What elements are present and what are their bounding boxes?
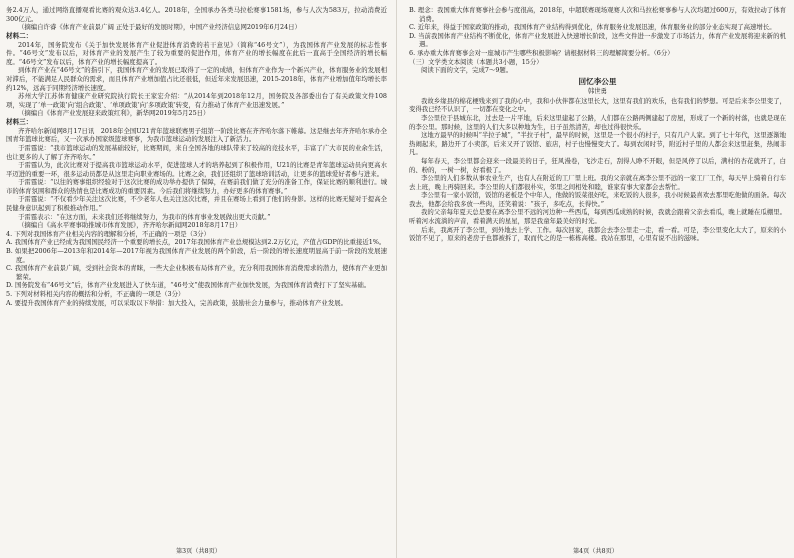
question-6-stem: 6. 承办重大体育赛事会对一座城市产生哪些积极影响？请根据材料三的理解简要分析。（6分） [409,48,674,57]
article-paragraph: 我故乡缘县的棉花梗残来到了我的心中，我和小伙伴都在这里长大，这里有我们的欢乐，也有我们的梦想。可是后来李公里变了，变得我已经不认识了，一切都在变化之中。 [409,96,786,114]
page-number-left: 第3页（共8页） [176,548,221,555]
question-5-option-d: D. 当前我国体育产业结构不断优化，体育产业发展进入快速增长阶段，这些文件进一步激发了市场活力，体育产业发展将迎来新的机遇。 [409,31,786,49]
question-5-option-a: A. 要提升我国体育产业的持续发展，可以采取以下举措：加大投入，完善政策，鼓励社会力量参与，推动体育产业发展。 [6,298,347,307]
question-4-stem: 4. 下列对我国体育产业相关内容的理解和分析，不正确的一项是（3分） [6,229,210,238]
source-note: （摘编自《体育产业发展迎来政策红利》，新华网2019年5月25日） [18,109,210,118]
article-paragraph: 李公里的人们多数从事农业生产，也有人在附近的工厂里上班。我的父亲就在离李公里不远的一家工厂工作，每天早上骑着自行车去上班，晚上再骑回来。李公里的人们都很朴实，邻里之间相处和睦，谁家有事大家都会去帮忙。 [409,174,786,191]
question-4-option-a: A. 我国体育产业已经成为我国国民经济一个重要的增长点，2017年我国体育产业总规模达到2.2万亿元，产值占GDP的比重接近1%。 [6,238,386,247]
body-paragraph: 于雷霆说：“不仅看少年关注这次比赛，不少老年人也关注这次比赛，并且在赛场上看到了他们的身影。这样的比赛无疑对于提高全民健身意识起到了积极推动作用。” [6,195,387,213]
body-paragraph: 齐齐哈尔新闻网8月17日讯 2018年全国U21青年篮球联赛男子组第一阶段比赛在齐齐哈尔落下帷幕。这是继去年齐齐哈尔承办全国青年篮球比赛后，又一次承办国家级篮球赛事，为我市篮球运动的发展注入了新活力。 [6,126,387,144]
body-paragraph: 于雷霆表示：“在这方面，未来我们还将继续努力，为我市的体育事业发展做出更大贡献。” [18,212,271,221]
body-paragraph: 2014年，国务院发布《关于加快发展体育产业促进体育消费的若干意见》（简称“46号文”），为我国体育产业发展的标志性事件。“46号文”发布以后，对体育产业的发展产生了较为重要的促进作用，体育产业的增长幅度在此后一直高于全国经济的增长幅度。“46号文”发布以后，体育产业的增长幅度提高了。 [6,40,387,66]
question-5-option-c: C. 近年来，得益于国家政策的推动，我国体育产业结构得到优化，体育服务业发展迅速，体育服务业的部分业态实现了高速增长。 [409,23,776,32]
article-title: 回忆李公里 [578,76,617,86]
body-paragraph: 到体育产业在“46号文”的指引下，我国体育产业的发展已取得了一定的成绩，但体育产业作为一个新兴产业，体育服务业的发展相对滞后，不能满足人民群众的需求，而且体育产业增加值占比还很低，但近年来发展迅速，2015-2018年，体育产业增加值年均增长率约12%，远高于同期经济增长速度。 [6,66,387,92]
question-5-option-b: B. 理念：我国重大体育赛事社会参与度很高，2018年，中超联赛现场观赛人次和马拉松赛事参与人次均超过600万，有效拉动了体育消费。 [409,6,786,23]
source-note: （摘编自《高水平赛事助推城市体育发展》，齐齐哈尔新闻网2018年8月17日） [18,221,242,230]
section-heading: （三）文学类文本阅读（本题共3小题，15分） [409,57,543,66]
article-paragraph: 后来，我离开了李公里，到外地去上学、工作。每次回家，我都会去李公里走一走，看一看。可是，李公里变化太大了，原来的小饭馆不见了，原来的老房子也都被拆了，取而代之的是一栋栋高楼。我站在那里，心里有说不出的滋味。 [409,225,786,243]
article-paragraph: 李公里位于县城东北，过去是一片平地，后来这里建起了公路，人们都在公路两侧建起了房屋，形成了一个新的村落，也就是现在的李公里。那时候，这里的人们大多以种地为生，日子虽然清苦，却也过得很快乐。 [409,113,786,131]
section-instruction: 阅读下面的文字，完成7～9题。 [421,66,513,75]
article-paragraph: 每年春天，李公里都会迎来一段最美的日子，狂风漫卷，飞沙走石，刮得人睁不开眼，但是风停了以后，满村的杏花就开了，白的、粉的，一树一树，好看极了。 [409,156,786,174]
body-paragraph: 于雷霆说：“以往的赛事组织经验对于这次比赛的成功举办提供了保障，在赛前我们做了充分的准备工作，保证比赛的顺利进行。城市的体育氛围和群众的热情也是比赛成功的重要因素。今后我们将继续努力，办好更多的体育赛事。” [6,178,387,195]
material-heading: 材料二： [6,31,33,40]
article-paragraph: 这地方最早的时候叫“半拉子城”，“半拉子村”，最早的时候，这里是一个很小的村子，只有几户人家。到了七十年代，这里逐渐地热闹起来，路边开了小卖部，后来又开了饭馆、旅店，村子也慢慢变大了。每到农闲时节，附近村子里的人都会来这里赶集，热闹非凡。 [409,131,786,157]
article-paragraph: 李公里有一家小饭馆，饭馆的老板是个中年人，他做的饭菜很好吃，来吃饭的人很多，我小时候最喜欢去那里吃他做的面条。每次我去，他都会给我多放一些肉，还笑着说：“孩子，多吃点，长得快。” [409,191,786,208]
question-4-option-c: C. 我国体育产业前景广阔，受到社会资本的青睐，一些大企业积极布局体育产业，充分利用我国体育消费需求的潜力，使体育产业更加繁荣。 [6,264,387,281]
right-page [397,0,794,558]
source-note: （摘编自许睿《体育产业前景广阔 正处于最好的发展时期》，中国产业经济信息网2019年6月24日） [18,23,301,32]
page-number-right: 第4页（共8页） [573,548,618,555]
article-paragraph: 我的父亲每年夏天总是要在离李公里不远的河边种一些西瓜，每到西瓜成熟的时候，我就会跟着父亲去看瓜，晚上就睡在瓜棚里。听着河水流淌的声音，看着满天的星星，那是我童年最美好的时光。 [409,208,786,226]
body-paragraph: 苏州大学江苏体育健康产业研究院执行院长王家宏介绍：“从2014年到2018年12月，国务院及各部委出台了有关政策文件108项，实现了‘单一政策’向‘组合政策’、‘单项政策’向‘多项政策’转变，有力推动了体育产业迅速发展。” [6,92,387,109]
body-paragraph: 于雷霆认为，此次比赛对于提高我市篮球运动水平，促进篮球人才的培养起到了积极作用，U21的比赛是青年篮球运动员向更高水平迈进的重要一环，很多运动员都是从这里走向职业赛场的。比赛之余，我们还组织了篮球培训活动，让更多的篮球爱好者参与进来。 [6,161,387,178]
body-paragraph: 于雷霆说：“我市篮球运动的发展基础较好，比赛期间，来自全国各地的球队带来了较高的竞技水平，丰富了广大市民的业余生活，也让更多的人了解了齐齐哈尔。” [6,143,387,161]
question-4-option-d: D. 国务院发布“46号文”后，体育产业发展进入了快车道，“46号文”使我国体育产业加快发展，为我国体育消费打下了坚实基础。 [6,281,371,290]
question-5-stem: 5. 下列对材料相关内容的概括和分析，不正确的一项是（3分） [6,290,185,298]
question-4-option-b: B. 如果把2006年—2013年和2014年—2017年视为我国体育产业发展的两个阶段，后一阶段的增长速度明显高于前一阶段的发展速度。 [6,247,387,264]
body-paragraph: 务2.4万人，通过网络直播观看比赛的观众达3.4亿人。2018年，全国承办各类马拉松赛事1581场，参与人次为583万，拉动消费近300亿元。 [6,6,387,23]
material-heading: 材料三： [6,117,33,126]
article-author: 韩世勇 [587,86,608,95]
